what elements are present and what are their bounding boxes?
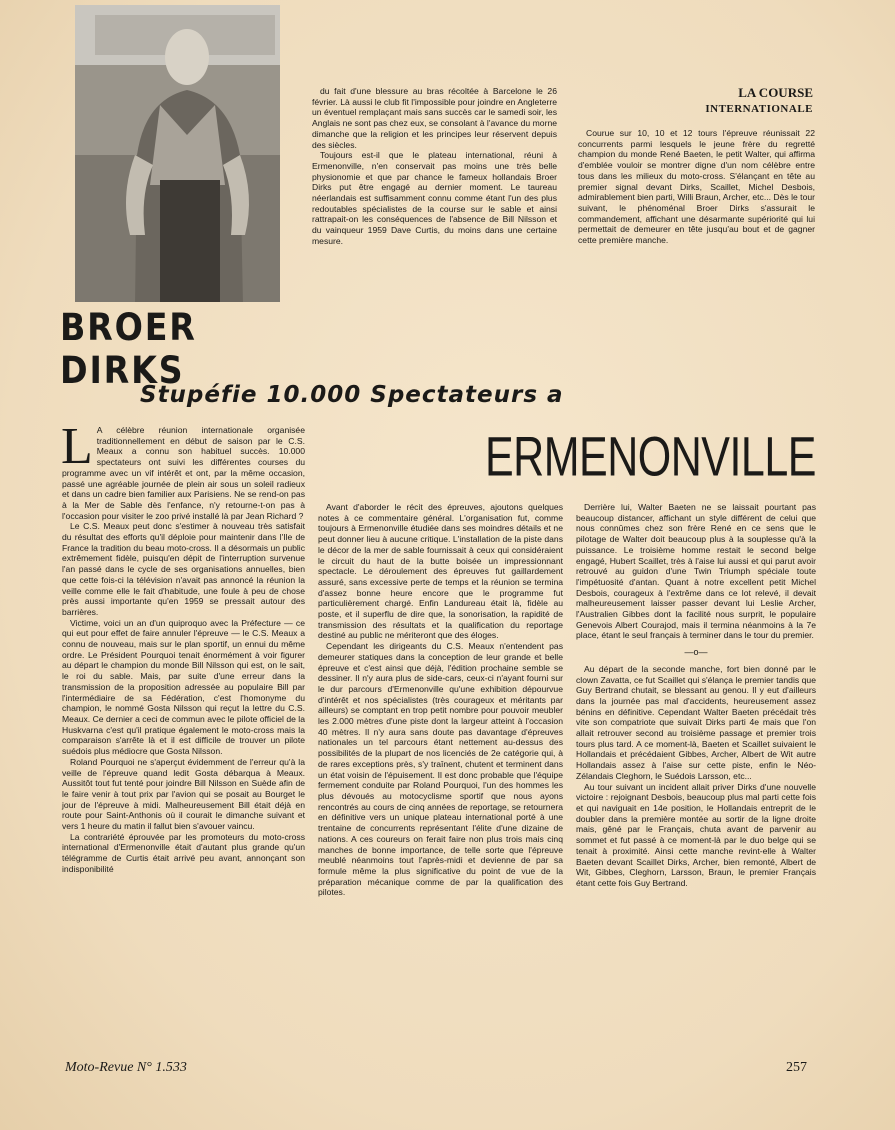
column-1 <box>61 418 305 875</box>
drop-cap: L <box>61 418 93 475</box>
rider-name-title: BROER DIRKS <box>60 306 197 392</box>
article-paragraph: Au départ de la seconde manche, fort bien donné par le clown Zavatta, ce fut Scaillet qui s'élança le premier tandis que Guy Bertrand chutait, se blessant au genou. Il y eut d'ailleurs dans la journée pas mal d'accidents, heureusement assez bénins en définitive. Cependant Walter Baeten précédait très vite son compatriote que suivait Dirks parti 4e mais que l'on allait retrouver second au troisième passage et premier trois tours plus tard. A ce moment-là, Baeten et Scaillet suivaient le Hollandais et précédaient Gibbes, Archer, Albert de Wit autre Hollandais assez à l'aise sur cette piste, enfin le Néo-Zélandais Cleghorn, le Suédois Larsson, etc... <box>576 663 816 781</box>
article-paragraph: Cependant les dirigeants du C.S. Meaux n'entendent pas demeurer statiques dans la conception de leur grande et belle épreuve et c'est ainsi que déjà, l'édition prochaine semble se dessiner. Il n'y aura plus de side-cars, ceux-ci n'ayant fourni sur le dur parcours d'Ermenonville qu'une exhibition dépourvue d'intérêt et nos spécialistes (très courageux et méritants par ailleurs) se comptant en trop petit nombre pour pouvoir meubler les 2.000 mètres d'une piste dont la largeur atteint à l'occasion 40 mètres. Il n'y aura sans doute pas davantage d'épreuves nationales un tel parcours étant nettement au-dessus des possibilités de la plupart de nos licenciés de 2e catégorie qui, à de rares exceptions près, s'y traînent, chutent et terminent dans un état voisin de l'épuisement. Il est donc probable que l'équipe fermement conduite par Roland Pourquoi, l'un des hommes les plus dévoués au motocyclisme sportif que nous ayons rencontrés au cours de cinq années de reportage, se retournera en définitive vers un unique plateau international porté à une trentaine de concurrents représentant l'élite d'une dizaine de nations. A ces coureurs on ferait faire non plus trois mais cinq manches de bonne importance, de telle sorte que l'épreuve meublé néanmoins tout l'après-midi et devienne de par sa formule même la plus significative du point de vue de la préparation mécanique comme de par la qualification des pilotes. <box>318 641 563 898</box>
article-paragraph: du fait d'une blessure au bras récoltée à Barcelone le 26 février. Là aussi le club fit l'impossible pour joindre en Angleterre un éventuel remplaçant mais sans succès car le samedi soir, les Anglais ne sont pas chez eux, se consolant à l'avance du morne dimanche que la religion et les principes leur réservent depuis des siècles. <box>312 86 557 150</box>
article-paragraph: A célèbre réunion internationale organisée traditionnellement en début de saison par le C.S. Meaux a connu son habituel succès. 10.000 spectateurs ont suivi les différentes courses du programme avec un vif intérêt et ont, par la même occasion, passé une agréable journée de plein air sous un soleil radieux et dans un cadre bien familier aux Parisiens. Ne se rend-on pas à la Mer de Sable dès l'enfance, n'y retourne-t-on pas à l'occasion pour visiter le zoo privé installé là par Jean Richard ? <box>62 425 305 521</box>
article-paragraph: Victime, voici un an d'un quiproquo avec la Préfecture — ce qui eut pour effet de faire annuler l'épreuve — le C.S. Meaux a connu de nouveau, mais sur le plan sportif, un ennui du même ordre. Le Président Pourquoi tenait énormément à voir figurer au départ le champion du monde Bill Nilsson qui est, on le sait, le roi du sable. Mais, par suite d'une erreur dans la transmission de la proposition adressée au populaire Bill par l'intermédiaire de sa Fédération, c'est l'homonyme du champion, le nommé Gosta Nilsson qui reçut la lettre du C.S. Meaux. Ce dernier a ceci de commun avec le pilote officiel de la Huskvarna c'est qu'il pratique également le moto-cross mais la comparaison s'arrête là et il est difficile de trouver un pilote suédois plus médiocre que Gosta Nilsson. <box>62 617 305 757</box>
column-2 <box>318 502 563 898</box>
article-paragraph: Au tour suivant un incident allait priver Dirks d'une nouvelle victoire : rejoignant Desbois, beaucoup plus mal parti cette fois et qui naviguait en 14e position, le Hollandais entreprit de le doubler dans la première montée au sortir de la ligne droite mais, gêné par le Français, chuta avant de parvenir au sommet et fut passé à ce moment-là par le duo belge qui se tenait à proximité. Ainsi cette manche revint-elle à Walter Baeten devant Scaillet Dirks, Archer, bien remonté, Albert de Wit, Gibbes, Cleghorn, Larsson, Braun, le premier Français étant cette fois Guy Bertrand. <box>576 781 816 888</box>
magazine-issue-footer: Moto-Revue N° 1.533 <box>65 1060 187 1075</box>
article-paragraph: Le C.S. Meaux peut donc s'estimer à nouveau très satisfait du résultat des efforts qu'il déploie pour maintenir dans l'Ile de France la tradition du beau moto-cross. Il a désormais un public extrêmement fidèle, puisqu'en dépit de l'interruption survenue l'an passé dans le cycle de ses organisations annuelles, bien que cette fois-ci la télévision n'avait pas annoncé la réunion la veille comme elle le fait d'habitude, une foule à peu de chose près aussi importante qu'en 1959 se pressait autour des barrières. <box>62 521 305 617</box>
column-3 <box>576 502 816 889</box>
article-subtitle: Stupéfie 10.000 Spectateurs a <box>140 382 564 408</box>
column-3-text-b <box>576 664 816 889</box>
top-right-column <box>578 128 815 246</box>
article-paragraph: Courue sur 10, 10 et 12 tours l'épreuve réunissait 22 concurrents parmi lesquels le jeune frère du regretté champion du monde René Baeten, le petit Walter, qui affirma d'emblée vouloir se montrer digne d'un nom célèbre entre tous dans les milieux du moto-cross. S'élançant en tête au premier signal devant Dirks, Scaillet, Michel Desbois, admirablement bien parti, Willi Braun, Archer, etc... Dès le tour suivant, le phénoménal Broer Dirks s'assurait le commandement, affichant une désarmante supériorité qui lui permettait de demeurer en tête jusqu'au bout et de gagner cette première manche. <box>578 128 815 246</box>
top-middle-column <box>312 86 557 247</box>
article-paragraph: Toujours est-il que le plateau international, réuni à Ermenonville, n'en conservait pas moins une très belle physionomie et que par chance le fameux hollandais Broer Dirks put être engagé au dernier moment. Le taureau néerlandais est suffisamment connu comme étant l'un des plus redoutables spécialistes de la course sur le sable et ainsi rattrapait-on les conséquences de l'absence de Bill Nilsson et du vainqueur 1959 Dave Curtis, du moins dans une certaine mesure. <box>312 150 557 246</box>
section-heading-line2: INTERNATIONALE <box>705 103 813 115</box>
article-paragraph: Avant d'aborder le récit des épreuves, ajoutons quelques notes à ce commentaire général. L'organisation fut, comme toujours à Ermenonville étudiée dans ses moindres détails et ne peut donner lieu à aucune critique. L'installation de la piste dans le décor de la mer de sable fournissait à ceux qui considéraient le circuit du haut de la butte boisée un impressionnant spectacle. Le déroulement des épreuves fut gaillardement assuré, sans excessive perte de temps et la réunion se termina d'assez bonne heure encore que le programme fut particulièrement chargé. Enfin Landureau était là, fidèle au poste, et il superflu de dire que, la sonorisation, la rapidité de transmission des résultats et la qualification du reportage destiné au public ne mériteront que des éloges. <box>318 502 563 641</box>
page-number: 257 <box>786 1060 807 1075</box>
column-1-text <box>61 418 305 875</box>
article-paragraph: Roland Pourquoi ne s'aperçut évidemment de l'erreur qu'à la veille de l'épreuve quand ledit Gosta débarqua à Meaux. Aussitôt tout fut tenté pour joindre Bill Nilsson en Suède afin de le faire venir à tout prix par l'avion qui se posait au Bourget le jour de l'épreuve à midi. Malheureusement Bill était déjà en route pour Saint-Anthonis où il courait le dimanche suivant et vers 1 heure du matin il fallut bien s'avouer vaincu. <box>62 756 305 832</box>
section-divider: —o— <box>684 647 708 658</box>
rider-portrait-illustration <box>75 5 280 302</box>
article-paragraph: La contrariété éprouvée par les promoteurs du moto-cross international d'Ermenonville était d'autant plus grande qu'un télégramme de Curtis était arrivé peu avant, annonçant son indisponibilité <box>62 831 305 874</box>
section-heading <box>678 85 813 117</box>
article-paragraph: Derrière lui, Walter Baeten ne se laissait pourtant pas beaucoup distancer, affichant un style différent de celui que nous connûmes chez son frère René en ce sens que le pilotage de Walter doit beaucoup plus à la souplesse qu'à la puissance. Le troisième homme restait le second belge engagé, Hubert Scaillet, très à l'aise lui aussi et qui parut avoir retrouvé au guidon d'une Twin Triumph spéciale toute l'impétuosité d'antan. Quant à notre excellent petit Michel Desbois, courageux à l'extrême dans ce lot relevé, il devait malheureusement laisser passer devant lui Leslie Archer, l'Australien Gibbes dont la facilité nous surprit, le populaire Genevois Albert Courajod, mais il termina néanmoins à la 7e place, étant le seul français à terminer dans le tour du premier. <box>576 502 816 641</box>
section-heading-line1: LA COURSE <box>738 85 813 100</box>
article-headline: ERMENONVILLE <box>485 426 816 489</box>
column-3-text-a <box>576 502 816 641</box>
rider-portrait-photo <box>75 5 280 302</box>
